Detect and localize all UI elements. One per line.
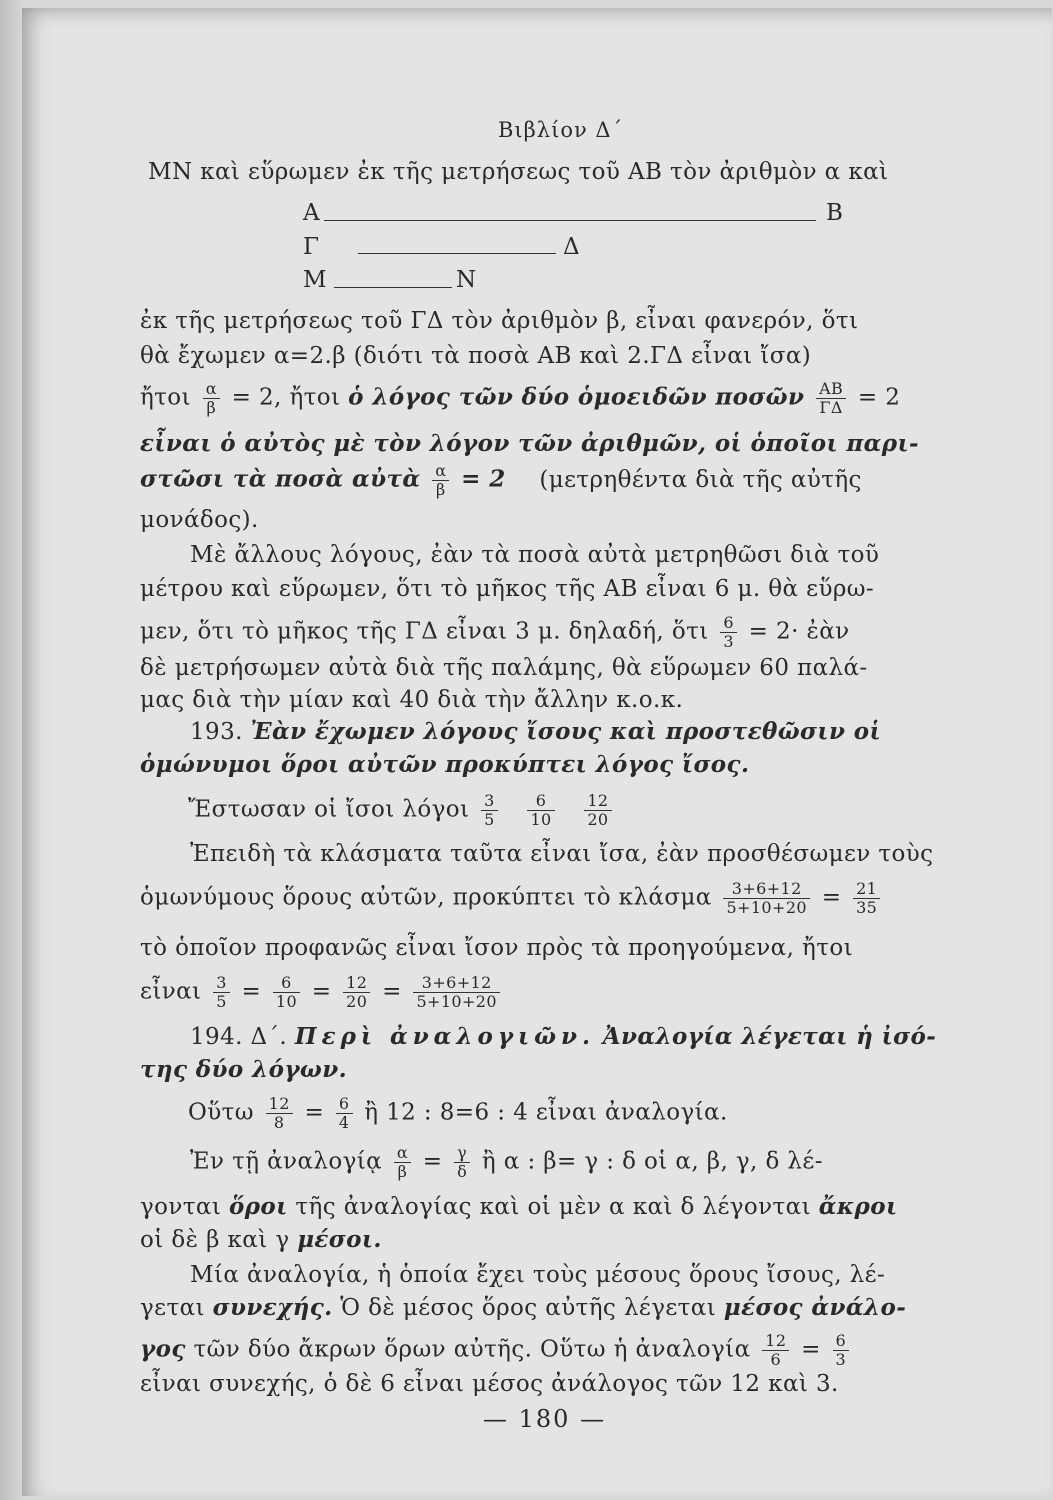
fraction-numerator: AB [816,380,846,399]
line-15 [188,792,616,829]
fraction-numerator: 6 [527,792,554,811]
line-20 [190,1023,936,1051]
line-8: Μὲ ἄλλους λόγους, ἐὰν τὰ ποσὰ αὐτὰ μετρηθῶσι διὰ τοῦ [190,542,880,568]
fraction-sum [723,880,810,917]
equals-sign: = [304,1099,325,1126]
fraction-sum-b [413,974,500,1011]
line-6-a: στῶσι τὰ ποσὰ αὐτὰ [140,465,421,493]
book-spine-shadow [0,0,22,1500]
point-m-label: M [303,267,327,293]
line-25-a: οἱ δὲ β καὶ γ [140,1227,290,1253]
fraction-6-4 [336,1095,353,1132]
page-number: — 180 — [483,1405,607,1433]
paragraph-194-number: 194. Δ΄. [190,1024,288,1050]
line-14: ὁμώνυμοι ὅροι αὐτῶν προκύπτει λόγος ἴσος. [140,751,750,778]
paragraph-193-number: 193. [190,719,243,745]
fraction-numerator: α [394,1144,411,1163]
line-24 [140,1193,897,1221]
line-22-b: ἢ 12 : 8=6 : 4 εἶναι ἀναλογία. [364,1099,728,1126]
fraction-12-6 [762,1332,789,1369]
fraction-12-20 [584,792,611,829]
line-25 [140,1226,382,1254]
line-19 [140,974,504,1011]
line-10-b: = 2· ἐὰν [748,618,850,645]
fraction-denominator: 3 [835,1350,847,1369]
fraction-alpha-beta-2 [432,462,449,499]
line-24-a: γονται [140,1194,222,1220]
fraction-numerator: 12 [762,1332,789,1351]
fraction-denominator: 20 [346,992,368,1011]
definition-proportion: Ἀναλογία λέγεται ἡ ἰσό- [602,1023,937,1050]
line-2: ἐκ τῆς μετρήσεως τοῦ ΓΔ τὸν ἀριθμὸν β, εἶναι φανερόν, ὅτι [140,308,859,334]
line-28-a: γος [140,1335,186,1363]
fraction-denominator: ΓΔ [819,398,843,417]
line-1: MN καὶ εὕρωμεν ἐκ τῆς μετρήσεως τοῦ AB τὸν ἀριθμὸν α καὶ [148,159,889,185]
line-27-a: γεται [140,1295,205,1321]
fraction-denominator: 35 [856,898,878,917]
line-12: μας διὰ τὴν μίαν καὶ 40 διὰ τὴν ἄλλην κ.ο.κ. [140,687,684,713]
fraction-denominator: 6 [770,1350,782,1369]
line-13 [190,718,881,746]
line-6-b: = 2 [461,465,506,493]
point-d-label: Δ [563,234,581,260]
fraction-denominator: β [435,480,446,499]
fraction-numerator: 6 [273,974,300,993]
point-g-label: Γ [303,234,320,260]
line-21: της δύο λόγων. [140,1056,347,1083]
fraction-denominator: δ [457,1162,468,1181]
fraction-alpha-beta [203,380,220,417]
line-15-a: Ἔστωσαν οἱ ἴσοι λόγοι [188,796,470,823]
point-b-label: B [826,200,844,226]
line-24-c: τῆς ἀναλογίας καὶ οἱ μὲν α καὶ δ λέγονται [295,1194,812,1220]
line-9: μέτρου καὶ εὕρωμεν, ὅτι τὸ μῆκος τῆς AB εἶναι 6 μ. θὰ εὕρω- [140,576,875,602]
line-23-b: ἢ α : β= γ : δ οἱ α, β, γ, δ λέ- [481,1148,823,1175]
fraction-numerator: 12 [266,1095,293,1114]
fraction-6-10 [527,792,554,829]
fraction-alpha-beta-3 [394,1144,411,1181]
fraction-denominator: 5 [484,810,495,829]
fraction-denominator: 5 [216,992,227,1011]
term-synechis: συνεχής. [212,1294,333,1321]
fraction-numerator: α [203,380,220,399]
term-mesos-analogos: μέσος ἀνάλο- [723,1294,907,1321]
term-akroi: ἄκροι [818,1193,898,1220]
equals-sign: = [311,978,332,1005]
segment-gd [358,253,556,254]
fraction-numerator: 3 [213,974,230,993]
line-10 [140,614,850,651]
fraction-numerator: γ [454,1144,470,1163]
fraction-numerator: 6 [336,1095,353,1114]
point-a-label: A [303,200,321,226]
equals-sign: = [422,1148,443,1175]
fraction-numerator: 3+6+12 [413,974,500,993]
line-6 [140,462,862,499]
fraction-3-5 [481,792,498,829]
running-header: Βιβλίον Δ΄ [498,118,624,142]
segment-mn [334,287,452,288]
line-4-c: ὁ λόγος τῶν δύο ὁμοειδῶν ποσῶν [348,383,805,411]
fraction-numerator: 21 [853,880,880,899]
fraction-denominator: β [206,398,217,417]
line-7: μονάδος). [140,507,259,533]
line-22 [188,1095,728,1132]
line-16: Ἐπειδὴ τὰ κλάσματα ταῦτα εἶναι ἴσα, ἐὰν προσθέσωμεν τοὺς [190,841,934,867]
fraction-numerator: 12 [343,974,370,993]
line-19-a: εἶναι [140,978,202,1005]
line-18: τὸ ὁποῖον προφανῶς εἶναι ἴσον πρὸς τὰ προηγούμενα, ἤτοι [140,935,853,961]
fraction-denominator: 5+10+20 [726,898,807,917]
term-horoi: ὅροι [228,1193,288,1220]
fraction-denominator: 10 [530,810,552,829]
fraction-12-8 [266,1095,293,1132]
line-4-d: = 2 [857,384,901,411]
equals-sign: = [241,978,262,1005]
line-17-a: ὁμωνύμους ὅρους αὐτῶν, προκύπτει τὸ κλάσμα [140,884,712,911]
line-22-a: Οὕτω [188,1099,254,1126]
theorem-193: Ἐὰν ἔχωμεν λόγους ἴσους καὶ προστεθῶσιν οἱ [250,718,881,745]
section-title-proportions: Περὶ ἀναλογιῶν. [294,1023,596,1050]
line-4 [140,380,900,417]
line-5: εἶναι ὁ αὐτὸς μὲ τὸν λόγον τῶν ἀριθμῶν, οἱ ὁποῖοι παρι- [140,430,919,457]
line-27 [140,1294,906,1322]
fraction-6-3-b [833,1332,850,1369]
fraction-numerator: 6 [833,1332,850,1351]
fraction-denominator: 8 [273,1113,285,1132]
line-23-a: Ἐν τῇ ἀναλογίᾳ [190,1148,383,1175]
line-3: θὰ ἔχωμεν α=2.β (διότι τὰ ποσὰ AB καὶ 2.ΓΔ εἶναι ἴσα) [140,343,812,369]
fraction-gamma-delta [454,1144,470,1181]
segment-ab [324,220,816,221]
line-28 [140,1332,853,1369]
equals-sign: = [801,1336,821,1363]
fraction-denominator: 5+10+20 [416,992,497,1011]
fraction-numerator: 3+6+12 [723,880,810,899]
fraction-denominator: 3 [723,632,734,651]
fraction-numerator: α [432,462,449,481]
equals-sign: = [821,884,842,911]
line-17 [140,880,884,917]
fraction-denominator: 10 [275,992,298,1011]
point-n-label: N [456,267,477,293]
term-mesoi: μέσοι. [297,1226,382,1253]
line-10-a: μεν, ὅτι τὸ μῆκος τῆς ΓΔ εἶναι 3 μ. δηλαδή, ὅτι [140,618,709,645]
line-27-c: Ὁ δὲ μέσος ὅρος αὐτῆς λέγεται [340,1295,717,1321]
fraction-denominator: 4 [338,1113,350,1132]
fraction-21-35 [853,880,880,917]
fraction-numerator: 12 [584,792,611,811]
fraction-3-5-b [213,974,230,1011]
equals-sign: = [382,978,402,1005]
line-23 [190,1144,823,1181]
fraction-numerator: 6 [720,614,737,633]
fraction-12-20-b [343,974,370,1011]
fraction-numerator: 3 [481,792,498,811]
line-11: δὲ μετρήσωμεν αὐτὰ διὰ τῆς παλάμης, θὰ εὕρωμεν 60 παλά- [140,655,868,681]
line-26: Μία ἀναλογία, ἡ ὁποία ἔχει τοὺς μέσους ὅρους ἴσους, λέ- [190,1262,886,1288]
fraction-6-3 [720,614,737,651]
fraction-denominator: β [397,1162,408,1181]
fraction-6-10-b [273,974,300,1011]
line-28-b: τῶν δύο ἄκρων ὅρων αὐτῆς. Οὕτω ἡ ἀναλογία [193,1336,751,1363]
line-4-b: = 2, ἤτοι [231,384,341,411]
line-6-c: (μετρηθέντα διὰ τῆς αὐτῆς [539,466,862,493]
line-4-a: ἤτοι [140,384,191,411]
line-29: εἶναι συνεχής, ὁ δὲ 6 εἶναι μέσος ἀνάλογος τῶν 12 καὶ 3. [140,1371,839,1397]
fraction-ab-gd [816,380,846,417]
fraction-denominator: 20 [587,810,609,829]
